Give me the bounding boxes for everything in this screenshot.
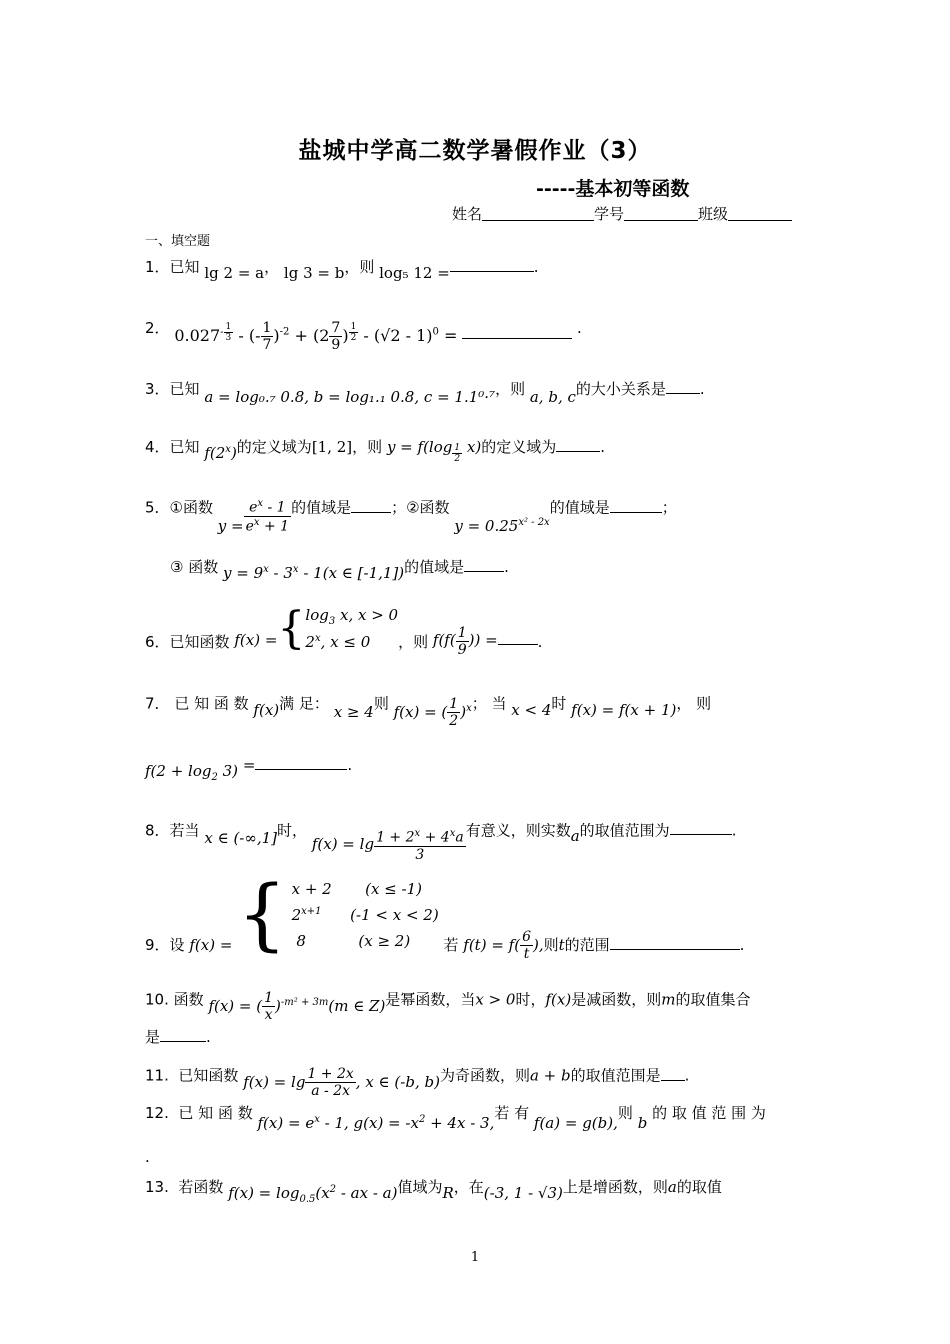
answer-blank[interactable]	[351, 500, 391, 513]
answer-blank[interactable]	[255, 757, 347, 770]
question-10: 10. 函数 f(x) = ( $\frac{1}{x}$ )$^{-m^2 + 3m}$(m ∈ Z)是幂函数，当x > 0时，f(x)是减函数，则m的取值集合	[145, 990, 751, 1023]
expression: f(x) = ( $\frac{1}{x}$ )$^{-m^2 + 3m}$(m ∈ Z)	[208, 990, 386, 1023]
expression: f(x) = lg $\frac{1 + 2^x + 4^xa}{3}$	[311, 828, 464, 863]
question-5: 5．①函数 y = $\frac{e^x - 1}{e^x + 1}$ 的值域是 ；②函数 $y = 0.25^{x^2 - 2x}$的值域是 ；	[145, 498, 677, 535]
question-4: 4．已知 f(2$^x$)的定义域为[1, 2]，则 y = f(log $_{\frac{1}{2}}$ x)的定义域为 .	[145, 438, 605, 464]
expression: y =	[217, 516, 244, 535]
answer-blank[interactable]	[661, 1068, 685, 1081]
expression: y = f(log $_{\frac{1}{2}}$ x)	[386, 438, 482, 464]
answer-blank[interactable]	[462, 326, 572, 339]
section-heading: 一、填空题	[145, 234, 211, 249]
expression: f(x) = ( $\frac{1}{2}$ )$^x$	[393, 696, 472, 729]
class-label: 班级	[698, 205, 729, 223]
expression: $f(x) = e^x - 1$, $g(x) = -x^2 + 4x - 3$,	[257, 1114, 495, 1132]
question-1: 1．已知 lg 2 = a， lg 3 = b，则 log₅ 12 = .	[145, 258, 539, 282]
answer-blank[interactable]	[670, 822, 732, 835]
question-13: 13. 若函数 $f(x) = \log_{0.5}(x^2$ - ax - a)值域为R，在(-3, 1 - √3)上是增函数，则a的取值	[145, 1178, 722, 1205]
answer-blank[interactable]	[610, 937, 740, 950]
answer-blank[interactable]	[160, 1029, 206, 1042]
question-7: 7． 已 知 函 数 f(x)满 足： x ≥ 4则 f(x) = ( $\frac{1}{2}$ )$^x$； 当 x < 4时 f(x) = f(x + 1)， 则	[145, 694, 712, 729]
question-6: 6．已知函数 f(x) ={ $\log_3 x$, x > 0 2$^x$, x ≤ 0 ，则 f(f( $\frac{1}{9}$ )) = .	[145, 602, 543, 658]
question-7-cont: $f(2 + \log_2 3)$ = .	[145, 756, 353, 783]
expression: f(x) =	[234, 631, 278, 649]
answer-blank[interactable]	[666, 381, 700, 394]
id-label: 学号	[594, 205, 625, 223]
question-8: 8．若当 x ∈ (-∞,1]时， f(x) = lg $\frac{1 + 2^x + 4^xa}{3}$ 有意义，则实数a的取值范围为 .	[145, 821, 737, 863]
question-3: 3．已知 a = log₀.₇ 0.8, b = log₁.₁ 0.8, c = 1.1⁰·⁷，则 a, b, c的大小关系是 .	[145, 380, 705, 406]
class-blank[interactable]	[728, 206, 792, 221]
expression: f(f( $\frac{1}{9}$ )) =	[432, 624, 498, 658]
question-12-cont: .	[145, 1148, 150, 1166]
expression: $f(x) = \log_{0.5}(x^2$ - ax - a)	[228, 1184, 398, 1205]
expression: $0.027^{- \frac{1}{3}}$ - (- $\frac{1}{7}$ )$^{-2}$ + (2 $\frac{7}{9}$ ) $^{\frac{1}{2}}$ - (√2 - 1)$^0$ =	[174, 320, 458, 353]
expression: $y = 0.25^{x^2 - 2x}$	[454, 516, 550, 535]
question-5-part3: ③ 函数 $y = 9^x - 3^x - 1(x$ ∈ [-1,1])的值域是 .	[170, 558, 509, 582]
id-blank[interactable]	[624, 206, 698, 221]
answer-blank[interactable]	[610, 500, 662, 513]
question-11: 11. 已知函数 f(x) = lg $\frac{1 + 2x}{a - 2x}$ , x ∈ (-b, b)为奇函数，则a + b的取值范围是 .	[145, 1066, 690, 1099]
answer-blank[interactable]	[464, 559, 504, 572]
question-10-cont: 是 .	[145, 1028, 211, 1046]
expression: $f(2 + \log_2 3)$	[145, 762, 239, 783]
page-subtitle: -----基本初等函数	[536, 178, 690, 200]
question-9: 9．设 f(x) = { x + 2 (x ≤ -1) $2^{x+1}$ (-1 < x < 2) 8 (x ≥ 2) 若 f(t) = f( $\frac{6}{t}$ ),则t的范围 .	[145, 870, 745, 962]
expression: f(x) = lg $\frac{1 + 2x}{a - 2x}$ , x ∈ (-b, b)	[243, 1066, 440, 1099]
page-number: 1	[470, 1250, 480, 1265]
answer-blank[interactable]	[450, 259, 534, 272]
answer-blank[interactable]	[556, 439, 600, 452]
name-label: 姓名	[452, 205, 483, 223]
question-2: 2． $0.027^{- \frac{1}{3}}$ - (- $\frac{1}{7}$ )$^{-2}$ + (2 $\frac{7}{9}$ ) $^{\frac{1}{2}}$ - (√2 - 1)$^0$ = .	[145, 319, 582, 353]
expression: $y = 9^x - 3^x - 1(x$ ∈ [-1,1])	[223, 564, 405, 582]
student-info-fields	[452, 203, 792, 224]
name-blank[interactable]	[482, 206, 594, 221]
expression: f(2$^x$)	[204, 444, 237, 462]
question-12: 12. 已 知 函 数 $f(x) = e^x - 1$, $g(x) = -x^2 + 4x - 3$,若 有 f(a) = g(b),则 b 的 取 值 范 围 为	[145, 1104, 766, 1132]
answer-blank[interactable]	[498, 632, 538, 645]
page-title: 盐城中学高二数学暑假作业（3）	[298, 138, 652, 164]
